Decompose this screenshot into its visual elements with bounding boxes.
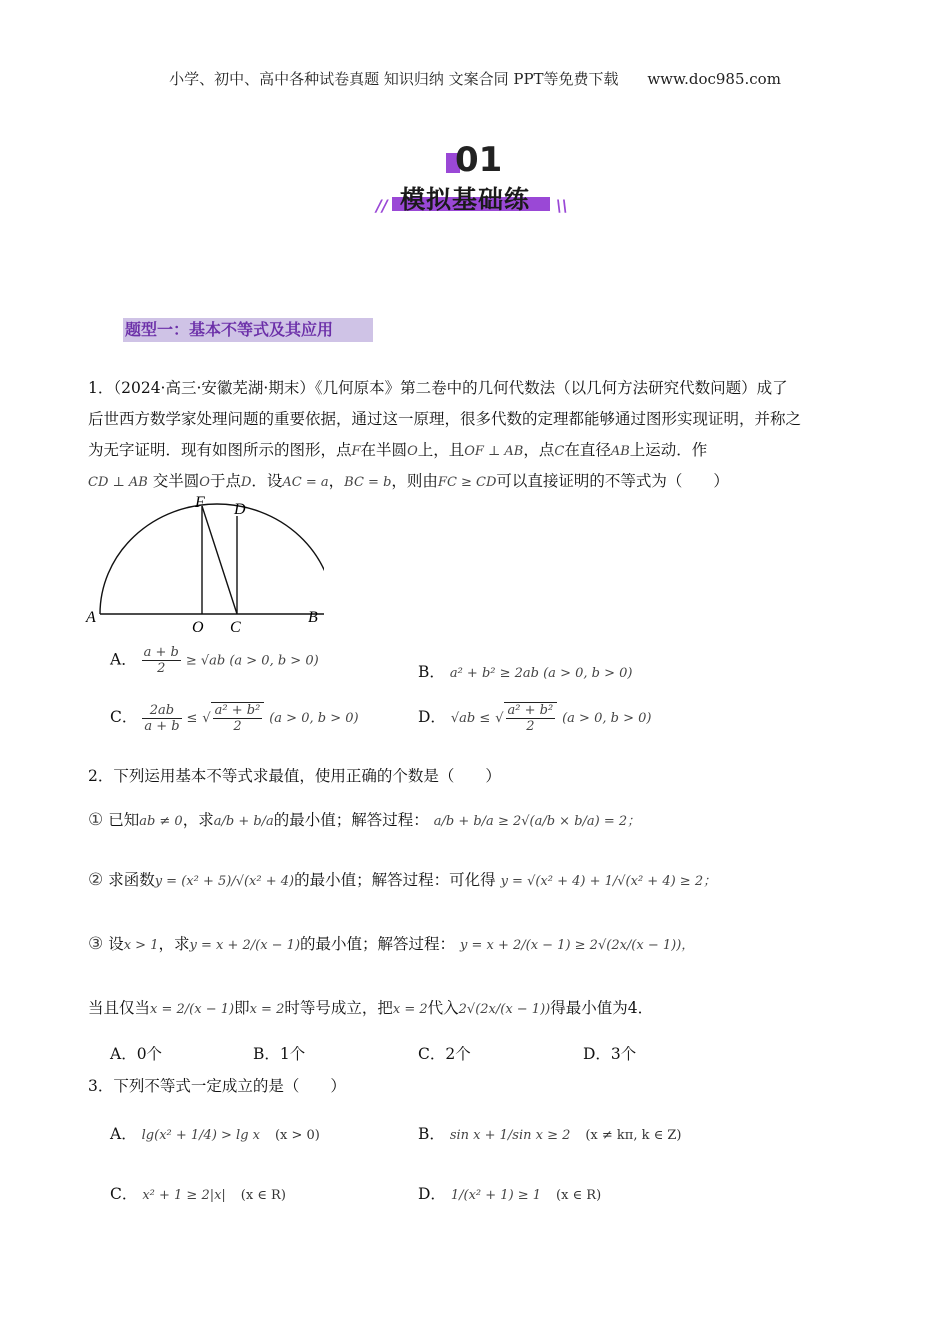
- semicircle-figure: [84, 492, 324, 642]
- q1-line-4: CD ⊥ AB 交半圆O于点D．设AC = a，BC = b，则由FC ≥ CD可以直接证明的不等式为（ ）: [88, 472, 729, 490]
- header-site-link[interactable]: www.doc985.com: [647, 70, 781, 88]
- label-B: B: [308, 609, 318, 626]
- section-title: 模拟基础练: [400, 185, 531, 214]
- q2-option-b[interactable]: B．1个: [253, 1045, 306, 1063]
- q3-stem: 3．下列不等式一定成立的是（ ）: [88, 1077, 346, 1095]
- label-O: O: [192, 619, 204, 636]
- q2-item-3-cont: 当且仅当x = 2/(x − 1)即x = 2时等号成立，把x = 2代入2√(2x/(x − 1))得最小值为4．: [88, 999, 654, 1017]
- label-C: C: [230, 619, 241, 636]
- q2-item-2: ② 求函数y = (x² + 5)/√(x² + 4)的最小值；解答过程：可化得 y = √(x² + 4) + 1/√(x² + 4) ≥ 2；: [88, 870, 717, 890]
- q1-option-a[interactable]: A． $\frac{a + b}{2}$ ≥ √ab (a > 0, b > 0): [110, 645, 319, 676]
- q2-option-a[interactable]: A．0个: [110, 1045, 163, 1063]
- label-F: F: [195, 494, 205, 511]
- q2-option-c[interactable]: C．2个: [418, 1045, 471, 1063]
- q3-option-a[interactable]: A． lg(x² + 1/4) > lg x (x > 0): [110, 1125, 320, 1143]
- q2-item-1: ① 已知ab ≠ 0，求a/b + b/a的最小值；解答过程： a/b + b/a ≥ 2√(a/b × b/a) = 2；: [88, 810, 641, 830]
- q1-option-b[interactable]: B． a² + b² ≥ 2ab (a > 0, b > 0): [418, 663, 633, 681]
- q2-option-d[interactable]: D．3个: [583, 1045, 637, 1063]
- label-D: D: [234, 501, 246, 518]
- q1-option-d[interactable]: D． √ab ≤ √ $\frac{\text{a² + b²}}{2}$ (a > 0, b > 0): [418, 703, 652, 734]
- semicircle-arc: [100, 504, 324, 614]
- question-type-label: 题型一：基本不等式及其应用: [125, 320, 334, 339]
- q1-line-2: 后世西方数学家处理问题的重要依据，通过这一原理，很多代数的定理都能够通过图形实现证明，并称之: [88, 410, 802, 428]
- q3-option-c[interactable]: C． x² + 1 ≥ 2|x| (x ∈ R): [110, 1185, 286, 1203]
- q3-option-b[interactable]: B． sin x + 1/sin x ≥ 2 (x ≠ kπ, k ∈ Z): [418, 1125, 682, 1143]
- q2-stem: 2．下列运用基本不等式求最值，使用正确的个数是（ ）: [88, 767, 501, 785]
- q2-item-3: ③ 设x > 1，求y = x + 2/(x − 1)的最小值；解答过程： y = x + 2/(x − 1) ≥ 2√(2x/(x − 1))，: [88, 934, 695, 954]
- q1-line-1: 1．（2024·高三·安徽芜湖·期末）《几何原本》第二卷中的几何代数法（以几何方法研究代数问题）成了: [88, 379, 788, 397]
- q1-line-3: 为无字证明．现有如图所示的图形，点F在半圆O上，且OF ⊥ AB，点C在直径AB上运动．作: [88, 441, 708, 459]
- section-right-decoration: \\: [556, 196, 568, 215]
- page-header: [0, 68, 950, 89]
- section-left-decoration: //: [376, 196, 388, 215]
- q3-option-d[interactable]: D． 1/(x² + 1) ≥ 1 (x ∈ R): [418, 1185, 602, 1203]
- question-type-banner: [123, 318, 373, 342]
- label-A: A: [86, 609, 96, 626]
- section-number: 01: [455, 140, 503, 180]
- segment-FC: [202, 506, 237, 614]
- header-text: 小学、初中、高中各种试卷真题 知识归纳 文案合同 PPT等免费下载: [169, 70, 619, 88]
- q1-option-c[interactable]: C． $\frac{2ab}{a + b}$ ≤ √ $\frac{\text{a² + b²}}{2}$ (a > 0, b > 0): [110, 702, 359, 734]
